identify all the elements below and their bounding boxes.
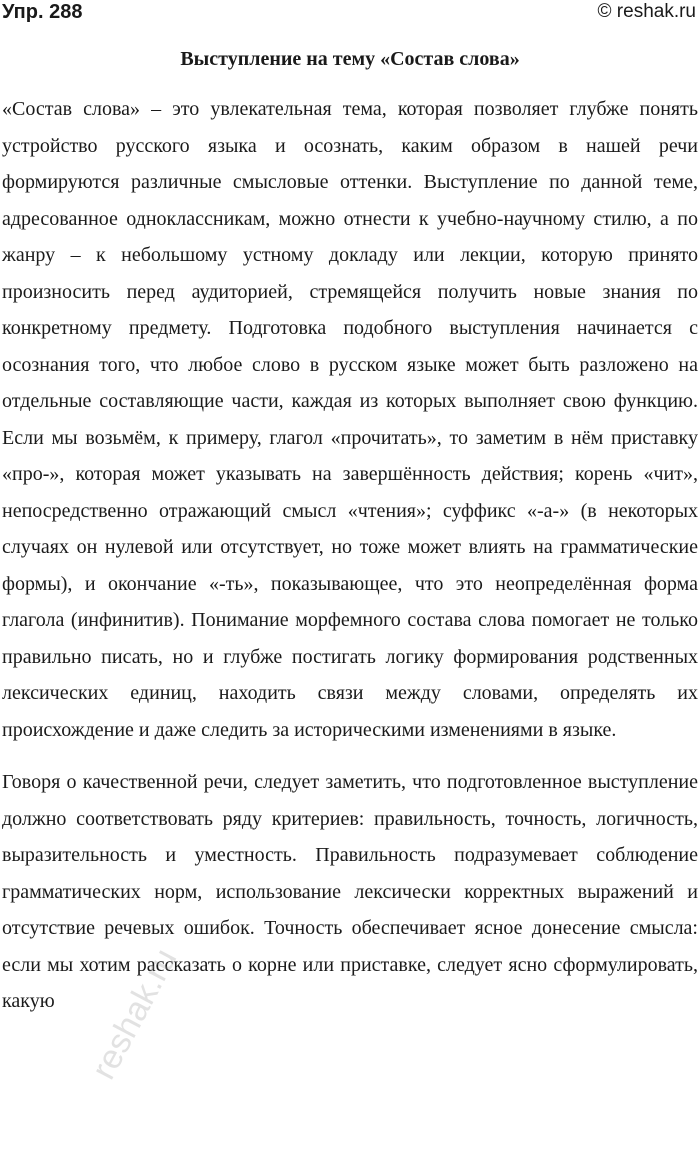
paragraph-1: «Состав слова» – это увлекательная тема, которая позволяет глубже понять устройство русского языка и осознать, каким образом в нашей речи формируются различные смысловые оттенки. Выступление по данной теме, адресованное одноклассникам, можно отнести к учебно-научному стилю, а по жанру – к небольшому устному докладу или лекции, которую принято произносить перед аудиторией, стремящейся получить новые знания по конкретному предмету. Подготовка подобного выступления начинается с осознания того, что любое слово в русском языке может быть разложено на отдельные составляющие части, каждая из которых выполняет свою функцию. Если мы возьмём, к примеру, глагол «прочитать», то заметим в нём приставку «про-», которая может указывать на завершённость действия; корень «чит», непосредственно отражающий смысл «чтения»; суффикс «-а-» (в некоторых случаях он нулевой или отсутствует, но тоже может влиять на грамматические формы), и окончание «-ть», показывающее, что это неопределённая форма глагола (инфинитив). Понимание морфемного состава слова помогает не только правильно писать, но и глубже постигать логику формирования родственных лексических единиц, находить связи между словами, определять их происхождение и даже следить за историческими изменениями в языке. — [2, 98, 698, 741]
paragraph-2: Говоря о качественной речи, следует заметить, что подготовленное выступление должно соответствовать ряду критериев: правильность, точность, логичность, выразительность и уместность. Правильность подразумевает соблюдение грамматических норм, использование лексически корректных выражений и отсутствие речевых ошибок. Точность обеспечивает ясное донесение смысла: если мы хотим рассказать о корне или приставке, следует ясно сформулировать, какую — [2, 771, 698, 1012]
page-header — [0, 0, 700, 30]
watermark-logo: reshak.ru — [84, 942, 185, 1086]
exercise-number: Упр. 288 — [2, 1, 83, 23]
site-credit: © reshak.ru — [597, 1, 696, 22]
document-body — [2, 91, 698, 1020]
document-title: Выступление на тему «Состав слова» — [180, 48, 520, 70]
